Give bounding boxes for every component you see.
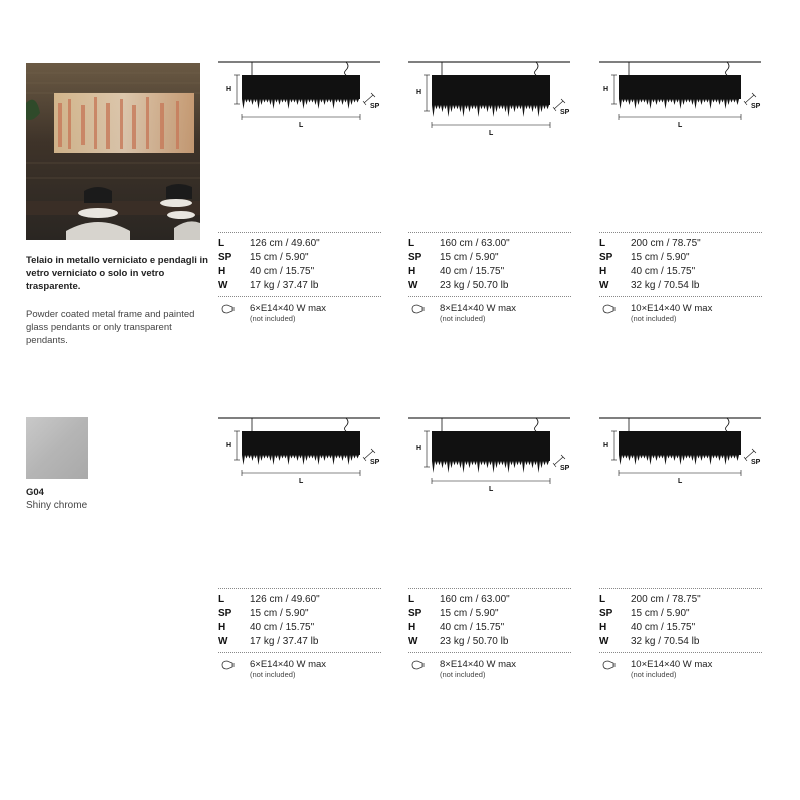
spec-value: 40 cm / 15.75" bbox=[440, 266, 505, 277]
spec-key: L bbox=[408, 594, 415, 605]
bulb-spec: 8×E14×40 W max bbox=[440, 303, 517, 314]
spec-value: 15 cm / 5.90" bbox=[631, 252, 690, 263]
spec-value: 126 cm / 49.60" bbox=[250, 238, 320, 249]
spec-key: L bbox=[599, 238, 606, 249]
spec-key: L bbox=[218, 594, 225, 605]
spec-block-model-3 bbox=[599, 588, 762, 679]
spec-row-spacing bbox=[599, 607, 762, 621]
spec-row-spacing bbox=[408, 607, 571, 621]
spec-row-weight bbox=[408, 635, 571, 649]
spec-row-height bbox=[408, 621, 571, 635]
spec-key: H bbox=[408, 622, 416, 633]
spec-row-length bbox=[218, 593, 381, 607]
bulb-note: (not included) bbox=[440, 670, 486, 679]
spec-key: L bbox=[599, 594, 606, 605]
spec-key: SP bbox=[408, 608, 422, 619]
dimension-label-length: L bbox=[299, 478, 304, 485]
spec-key: W bbox=[408, 280, 418, 291]
dotted-divider bbox=[218, 652, 381, 653]
spec-row-weight bbox=[599, 279, 762, 293]
dotted-divider bbox=[408, 652, 571, 653]
spec-row-height bbox=[599, 265, 762, 279]
finish-code: G04 bbox=[26, 487, 44, 498]
dimension-label-spacing: SP bbox=[370, 103, 380, 110]
spec-key: H bbox=[408, 266, 416, 277]
spec-value: 32 kg / 70.54 lb bbox=[631, 636, 700, 647]
bulb-note: (not included) bbox=[250, 670, 296, 679]
spec-block-model-2 bbox=[408, 588, 571, 679]
spec-key: W bbox=[218, 280, 228, 291]
bulb-info bbox=[599, 659, 762, 679]
bulb-info bbox=[408, 659, 571, 679]
spec-key: H bbox=[218, 266, 226, 277]
spec-value: 200 cm / 78.75" bbox=[631, 238, 701, 249]
technical-drawing-model-2 bbox=[408, 59, 570, 137]
product-photo bbox=[26, 63, 200, 240]
spec-row-weight bbox=[218, 279, 381, 293]
spec-value: 15 cm / 5.90" bbox=[631, 608, 690, 619]
spec-value: 15 cm / 5.90" bbox=[440, 252, 499, 263]
spec-row-height bbox=[599, 621, 762, 635]
spec-row-length bbox=[218, 237, 381, 251]
bulb-spec: 6×E14×40 W max bbox=[250, 303, 327, 314]
spec-value: 15 cm / 5.90" bbox=[250, 252, 309, 263]
spec-value: 40 cm / 15.75" bbox=[250, 266, 315, 277]
bulb-icon bbox=[599, 659, 631, 671]
spec-value: 15 cm / 5.90" bbox=[250, 608, 309, 619]
spec-row-spacing bbox=[218, 251, 381, 265]
dotted-divider bbox=[408, 296, 571, 297]
bulb-icon bbox=[408, 659, 440, 671]
bulb-info bbox=[599, 303, 762, 323]
dimension-label-height: H bbox=[226, 86, 232, 93]
technical-drawing-model-1 bbox=[218, 415, 380, 493]
spec-key: H bbox=[218, 622, 226, 633]
spec-value: 15 cm / 5.90" bbox=[440, 608, 499, 619]
spec-row-length bbox=[408, 593, 571, 607]
bulb-spec: 10×E14×40 W max bbox=[631, 303, 713, 314]
spec-key: SP bbox=[408, 252, 422, 263]
dotted-divider bbox=[599, 652, 762, 653]
spec-value: 23 kg / 50.70 lb bbox=[440, 280, 509, 291]
spec-key: SP bbox=[218, 608, 232, 619]
spec-value: 23 kg / 50.70 lb bbox=[440, 636, 509, 647]
spec-block-model-1 bbox=[218, 588, 381, 679]
dimension-label-length: L bbox=[489, 486, 494, 493]
spec-row-weight bbox=[408, 279, 571, 293]
dimension-label-spacing: SP bbox=[560, 109, 570, 116]
bulb-note: (not included) bbox=[250, 314, 296, 323]
spec-value: 126 cm / 49.60" bbox=[250, 594, 320, 605]
spec-key: H bbox=[599, 622, 607, 633]
finish-name: Shiny chrome bbox=[26, 500, 88, 511]
spec-row-weight bbox=[218, 635, 381, 649]
spec-key: SP bbox=[599, 608, 613, 619]
dotted-divider bbox=[218, 296, 381, 297]
spec-row-height bbox=[408, 265, 571, 279]
dimension-label-length: L bbox=[678, 478, 683, 485]
technical-drawing-model-2 bbox=[408, 415, 570, 493]
spec-row-length bbox=[599, 237, 762, 251]
technical-drawing-model-3 bbox=[599, 415, 761, 493]
dimension-label-height: H bbox=[416, 89, 422, 96]
spec-value: 40 cm / 15.75" bbox=[440, 622, 505, 633]
bulb-note: (not included) bbox=[631, 314, 677, 323]
spec-value: 160 cm / 63.00" bbox=[440, 238, 510, 249]
spec-key: W bbox=[599, 280, 609, 291]
bulb-note: (not included) bbox=[631, 670, 677, 679]
dimension-label-length: L bbox=[299, 122, 304, 129]
spec-block-model-1 bbox=[218, 232, 381, 323]
finish-swatch bbox=[26, 417, 88, 479]
dimension-label-spacing: SP bbox=[751, 103, 761, 110]
spec-key: SP bbox=[599, 252, 613, 263]
spec-key: W bbox=[218, 636, 228, 647]
spec-key: L bbox=[408, 238, 415, 249]
description-italian: Telaio in metallo verniciato e pendagli in vetro verniciato o solo in vetro trasparente. bbox=[26, 255, 208, 292]
dimension-label-height: H bbox=[603, 86, 609, 93]
spec-key: W bbox=[408, 636, 418, 647]
spec-row-weight bbox=[599, 635, 762, 649]
spec-row-spacing bbox=[408, 251, 571, 265]
spec-value: 40 cm / 15.75" bbox=[250, 622, 315, 633]
spec-value: 160 cm / 63.00" bbox=[440, 594, 510, 605]
spec-key: H bbox=[599, 266, 607, 277]
spec-block-model-3 bbox=[599, 232, 762, 323]
bulb-icon bbox=[599, 303, 631, 315]
spec-value: 32 kg / 70.54 lb bbox=[631, 280, 700, 291]
bulb-icon bbox=[218, 303, 250, 315]
spec-key: L bbox=[218, 238, 225, 249]
spec-row-length bbox=[408, 237, 571, 251]
dimension-label-length: L bbox=[489, 130, 494, 137]
technical-drawing-model-3 bbox=[599, 59, 761, 137]
technical-drawing-model-1 bbox=[218, 59, 380, 137]
bulb-info bbox=[408, 303, 571, 323]
spec-block-model-2 bbox=[408, 232, 571, 323]
spec-value: 40 cm / 15.75" bbox=[631, 266, 696, 277]
dimension-label-spacing: SP bbox=[751, 459, 761, 466]
bulb-info bbox=[218, 303, 381, 323]
spec-row-height bbox=[218, 621, 381, 635]
dimension-label-height: H bbox=[416, 445, 422, 452]
spec-row-spacing bbox=[599, 251, 762, 265]
spec-value: 17 kg / 37.47 lb bbox=[250, 280, 319, 291]
dimension-label-height: H bbox=[226, 442, 232, 449]
spec-value: 200 cm / 78.75" bbox=[631, 594, 701, 605]
bulb-icon bbox=[408, 303, 440, 315]
bulb-spec: 6×E14×40 W max bbox=[250, 659, 327, 670]
spec-row-height bbox=[218, 265, 381, 279]
spec-key: SP bbox=[218, 252, 232, 263]
spec-row-length bbox=[599, 593, 762, 607]
bulb-info bbox=[218, 659, 381, 679]
spec-value: 17 kg / 37.47 lb bbox=[250, 636, 319, 647]
dimension-label-height: H bbox=[603, 442, 609, 449]
dotted-divider bbox=[599, 296, 762, 297]
bulb-note: (not included) bbox=[440, 314, 486, 323]
bulb-icon bbox=[218, 659, 250, 671]
spec-value: 40 cm / 15.75" bbox=[631, 622, 696, 633]
dimension-label-spacing: SP bbox=[370, 459, 380, 466]
spec-key: W bbox=[599, 636, 609, 647]
bulb-spec: 10×E14×40 W max bbox=[631, 659, 713, 670]
dimension-label-spacing: SP bbox=[560, 465, 570, 472]
spec-row-spacing bbox=[218, 607, 381, 621]
dimension-label-length: L bbox=[678, 122, 683, 129]
bulb-spec: 8×E14×40 W max bbox=[440, 659, 517, 670]
description-english: Powder coated metal frame and painted glass pendants or only transparent pendants. bbox=[26, 309, 195, 346]
